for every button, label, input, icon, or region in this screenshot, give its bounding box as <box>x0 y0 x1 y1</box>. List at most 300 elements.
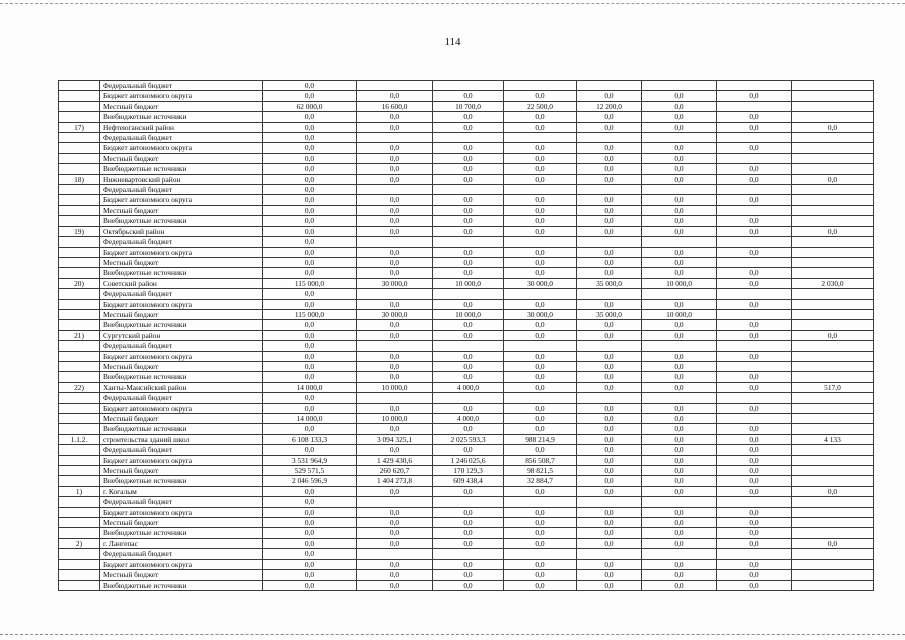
value-cell: 0,0 <box>717 372 792 382</box>
value-cell: 529 571,5 <box>263 466 357 476</box>
value-cell <box>792 268 874 278</box>
value-cell: 0,0 <box>504 91 577 101</box>
value-cell <box>792 81 874 91</box>
row-label-cell: Внебюджетные источники <box>100 216 263 226</box>
value-cell <box>792 101 874 111</box>
row-number-cell <box>59 299 100 309</box>
row-label-cell: Федеральный бюджет <box>100 393 263 403</box>
value-cell <box>717 497 792 507</box>
value-cell <box>717 309 792 319</box>
value-cell: 0,0 <box>263 153 357 163</box>
value-cell: 0,0 <box>642 559 717 569</box>
value-cell: 0,0 <box>433 268 504 278</box>
value-cell: 0,0 <box>642 382 717 392</box>
value-cell: 0,0 <box>433 91 504 101</box>
table-row <box>59 330 874 340</box>
table-row <box>59 341 874 351</box>
value-cell <box>792 309 874 319</box>
row-number-cell <box>59 185 100 195</box>
row-number-cell: 22) <box>59 382 100 392</box>
page-number: 114 <box>444 36 461 48</box>
table-row <box>59 122 874 132</box>
row-number-cell <box>59 414 100 424</box>
value-cell: 0,0 <box>717 247 792 257</box>
value-cell: 0,0 <box>642 351 717 361</box>
value-cell: 0,0 <box>717 559 792 569</box>
row-label-cell: Федеральный бюджет <box>100 341 263 351</box>
row-number-cell <box>59 216 100 226</box>
value-cell: 0,0 <box>504 538 577 548</box>
value-cell: 0,0 <box>717 216 792 226</box>
value-cell: 0,0 <box>433 518 504 528</box>
value-cell: 0,0 <box>577 174 642 184</box>
value-cell <box>792 507 874 517</box>
value-cell: 0,0 <box>263 528 357 538</box>
value-cell: 170 129,3 <box>433 466 504 476</box>
value-cell <box>504 289 577 299</box>
table-row <box>59 278 874 288</box>
value-cell: 0,0 <box>504 320 577 330</box>
value-cell: 0,0 <box>717 580 792 590</box>
table-row <box>59 247 874 257</box>
value-cell: 0,0 <box>263 216 357 226</box>
value-cell <box>642 497 717 507</box>
value-cell: 0,0 <box>263 445 357 455</box>
value-cell <box>792 237 874 247</box>
table-row <box>59 497 874 507</box>
table-row <box>59 570 874 580</box>
value-cell: 0,0 <box>263 122 357 132</box>
value-cell <box>504 497 577 507</box>
row-label-cell: Внебюджетные источники <box>100 476 263 486</box>
value-cell: 0,0 <box>717 122 792 132</box>
value-cell: 0,0 <box>357 330 433 340</box>
value-cell <box>433 81 504 91</box>
value-cell: 0,0 <box>717 455 792 465</box>
value-cell <box>792 549 874 559</box>
row-number-cell: 2) <box>59 538 100 548</box>
value-cell: 0,0 <box>504 153 577 163</box>
row-number-cell <box>59 424 100 434</box>
value-cell: 0,0 <box>504 580 577 590</box>
table-row <box>59 205 874 215</box>
value-cell: 0,0 <box>642 320 717 330</box>
row-number-cell <box>59 91 100 101</box>
row-label-cell: Внебюджетные источники <box>100 528 263 538</box>
value-cell: 115 000,0 <box>263 278 357 288</box>
row-label-cell: Федеральный бюджет <box>100 445 263 455</box>
value-cell: 0,0 <box>642 361 717 371</box>
value-cell: 0,0 <box>433 361 504 371</box>
value-cell <box>792 445 874 455</box>
value-cell <box>792 361 874 371</box>
value-cell: 0,0 <box>433 112 504 122</box>
row-label-cell: Внебюджетные источники <box>100 372 263 382</box>
budget-table <box>58 80 874 591</box>
value-cell <box>717 205 792 215</box>
row-label-cell: Местный бюджет <box>100 466 263 476</box>
value-cell: 2 025 593,3 <box>433 434 504 444</box>
value-cell: 0,0 <box>263 570 357 580</box>
row-label-cell: Бюджет автономного округа <box>100 455 263 465</box>
value-cell: 0,0 <box>357 372 433 382</box>
value-cell <box>717 237 792 247</box>
row-number-cell <box>59 466 100 476</box>
row-label-cell: Бюджет автономного округа <box>100 351 263 361</box>
value-cell: 0,0 <box>577 351 642 361</box>
value-cell: 856 508,7 <box>504 455 577 465</box>
value-cell <box>357 185 433 195</box>
value-cell <box>642 237 717 247</box>
value-cell: 0,0 <box>263 393 357 403</box>
value-cell: 4 000,0 <box>433 382 504 392</box>
value-cell: 0,0 <box>263 195 357 205</box>
row-label-cell: г. Лангепас <box>100 538 263 548</box>
table-row <box>59 403 874 413</box>
value-cell <box>792 185 874 195</box>
value-cell: 0,0 <box>357 518 433 528</box>
value-cell: 0,0 <box>642 507 717 517</box>
value-cell: 0,0 <box>577 445 642 455</box>
scan-top-edge <box>0 3 905 4</box>
row-label-cell: Бюджет автономного округа <box>100 507 263 517</box>
row-label-cell: Местный бюджет <box>100 205 263 215</box>
row-number-cell <box>59 268 100 278</box>
value-cell: 0,0 <box>433 330 504 340</box>
value-cell: 0,0 <box>263 559 357 569</box>
table-row <box>59 216 874 226</box>
value-cell: 0,0 <box>263 237 357 247</box>
value-cell: 0,0 <box>357 486 433 496</box>
value-cell: 115 000,0 <box>263 309 357 319</box>
row-number-cell: 1.1.2. <box>59 434 100 444</box>
row-number-cell <box>59 143 100 153</box>
row-number-cell <box>59 112 100 122</box>
value-cell: 16 600,0 <box>357 101 433 111</box>
row-label-cell: Местный бюджет <box>100 309 263 319</box>
value-cell: 0,0 <box>642 122 717 132</box>
value-cell: 0,0 <box>357 445 433 455</box>
table-row <box>59 434 874 444</box>
value-cell: 0,0 <box>357 174 433 184</box>
table-row <box>59 112 874 122</box>
value-cell: 0,0 <box>642 153 717 163</box>
row-label-cell: Советский район <box>100 278 263 288</box>
value-cell: 0,0 <box>642 434 717 444</box>
value-cell: 0,0 <box>577 91 642 101</box>
value-cell: 0,0 <box>357 268 433 278</box>
value-cell: 14 000,0 <box>263 414 357 424</box>
row-number-cell <box>59 257 100 267</box>
value-cell: 1 429 430,6 <box>357 455 433 465</box>
table-row <box>59 372 874 382</box>
value-cell <box>792 570 874 580</box>
value-cell: 0,0 <box>433 122 504 132</box>
value-cell: 0,0 <box>642 445 717 455</box>
value-cell: 0,0 <box>577 122 642 132</box>
value-cell: 0,0 <box>642 403 717 413</box>
value-cell: 0,0 <box>642 466 717 476</box>
value-cell <box>577 497 642 507</box>
table-row <box>59 257 874 267</box>
row-label-cell: Бюджет автономного округа <box>100 247 263 257</box>
row-label-cell: Федеральный бюджет <box>100 133 263 143</box>
row-number-cell <box>59 507 100 517</box>
value-cell: 0,0 <box>504 216 577 226</box>
value-cell: 0,0 <box>642 299 717 309</box>
value-cell: 0,0 <box>717 382 792 392</box>
value-cell: 0,0 <box>717 403 792 413</box>
value-cell: 0,0 <box>433 424 504 434</box>
value-cell: 10 000,0 <box>433 309 504 319</box>
value-cell <box>504 237 577 247</box>
value-cell <box>717 153 792 163</box>
value-cell <box>792 403 874 413</box>
row-number-cell <box>59 247 100 257</box>
value-cell: 10 000,0 <box>642 278 717 288</box>
table-row <box>59 351 874 361</box>
table-row <box>59 414 874 424</box>
value-cell: 0,0 <box>642 174 717 184</box>
value-cell: 0,0 <box>642 226 717 236</box>
value-cell: 0,0 <box>717 424 792 434</box>
value-cell: 0,0 <box>263 351 357 361</box>
value-cell: 0,0 <box>433 445 504 455</box>
table-row <box>59 393 874 403</box>
row-label-cell: Внебюджетные источники <box>100 320 263 330</box>
table-row <box>59 289 874 299</box>
value-cell: 0,0 <box>433 153 504 163</box>
value-cell: 0,0 <box>263 538 357 548</box>
value-cell: 609 438,4 <box>433 476 504 486</box>
value-cell: 35 000,0 <box>577 309 642 319</box>
row-number-cell: 20) <box>59 278 100 288</box>
row-number-cell: 1) <box>59 486 100 496</box>
value-cell <box>792 341 874 351</box>
table-row <box>59 476 874 486</box>
row-number-cell <box>59 393 100 403</box>
value-cell: 0,0 <box>577 424 642 434</box>
value-cell: 32 884,7 <box>504 476 577 486</box>
value-cell: 0,0 <box>263 226 357 236</box>
value-cell <box>792 164 874 174</box>
value-cell: 0,0 <box>263 320 357 330</box>
value-cell: 0,0 <box>717 351 792 361</box>
value-cell: 0,0 <box>357 570 433 580</box>
row-label-cell: Внебюджетные источники <box>100 112 263 122</box>
value-cell <box>792 351 874 361</box>
value-cell: 0,0 <box>717 486 792 496</box>
value-cell <box>792 195 874 205</box>
table-row <box>59 143 874 153</box>
value-cell: 4 133 <box>792 434 874 444</box>
value-cell: 517,0 <box>792 382 874 392</box>
row-label-cell: Внебюджетные источники <box>100 424 263 434</box>
value-cell <box>642 393 717 403</box>
value-cell: 0,0 <box>433 580 504 590</box>
value-cell: 0,0 <box>504 361 577 371</box>
value-cell: 0,0 <box>263 112 357 122</box>
value-cell: 30 000,0 <box>504 278 577 288</box>
row-label-cell: Местный бюджет <box>100 101 263 111</box>
value-cell <box>433 185 504 195</box>
value-cell: 0,0 <box>433 299 504 309</box>
value-cell: 0,0 <box>577 538 642 548</box>
value-cell: 0,0 <box>577 455 642 465</box>
table-row <box>59 268 874 278</box>
value-cell: 0,0 <box>504 257 577 267</box>
value-cell: 0,0 <box>357 320 433 330</box>
value-cell <box>792 320 874 330</box>
value-cell: 0,0 <box>717 466 792 476</box>
table-row <box>59 185 874 195</box>
value-cell <box>717 361 792 371</box>
value-cell <box>792 299 874 309</box>
value-cell <box>792 424 874 434</box>
value-cell: 0,0 <box>357 143 433 153</box>
value-cell <box>792 497 874 507</box>
value-cell: 0,0 <box>357 257 433 267</box>
value-cell <box>792 518 874 528</box>
value-cell: 0,0 <box>642 101 717 111</box>
value-cell: 0,0 <box>504 382 577 392</box>
table-row <box>59 507 874 517</box>
value-cell: 0,0 <box>263 580 357 590</box>
value-cell <box>642 185 717 195</box>
scan-bottom-edge <box>0 634 905 635</box>
value-cell: 0,0 <box>263 247 357 257</box>
value-cell: 0,0 <box>717 507 792 517</box>
value-cell: 0,0 <box>717 164 792 174</box>
value-cell: 10 000,0 <box>357 414 433 424</box>
value-cell: 0,0 <box>357 153 433 163</box>
value-cell: 0,0 <box>577 466 642 476</box>
row-label-cell: Сургутский район <box>100 330 263 340</box>
row-number-cell <box>59 289 100 299</box>
row-number-cell <box>59 195 100 205</box>
value-cell <box>433 341 504 351</box>
value-cell: 0,0 <box>504 226 577 236</box>
value-cell: 0,0 <box>433 205 504 215</box>
value-cell <box>577 393 642 403</box>
row-number-cell <box>59 497 100 507</box>
row-number-cell: 21) <box>59 330 100 340</box>
value-cell <box>792 205 874 215</box>
table-row <box>59 164 874 174</box>
value-cell: 0,0 <box>263 361 357 371</box>
value-cell: 0,0 <box>263 372 357 382</box>
value-cell: 0,0 <box>792 486 874 496</box>
row-number-cell: 17) <box>59 122 100 132</box>
row-label-cell: Федеральный бюджет <box>100 497 263 507</box>
value-cell: 0,0 <box>433 538 504 548</box>
value-cell: 30 000,0 <box>357 278 433 288</box>
row-number-cell <box>59 309 100 319</box>
value-cell: 0,0 <box>577 195 642 205</box>
value-cell: 0,0 <box>504 372 577 382</box>
value-cell: 0,0 <box>433 257 504 267</box>
row-label-cell: Бюджет автономного округа <box>100 559 263 569</box>
value-cell: 0,0 <box>577 414 642 424</box>
row-label-cell: строительства зданий школ <box>100 434 263 444</box>
value-cell: 0,0 <box>792 122 874 132</box>
value-cell: 0,0 <box>577 112 642 122</box>
value-cell: 0,0 <box>792 226 874 236</box>
value-cell: 0,0 <box>577 403 642 413</box>
value-cell: 0,0 <box>433 226 504 236</box>
value-cell: 0,0 <box>504 518 577 528</box>
value-cell: 62 000,0 <box>263 101 357 111</box>
value-cell <box>577 133 642 143</box>
row-label-cell: Внебюджетные источники <box>100 268 263 278</box>
value-cell: 0,0 <box>642 330 717 340</box>
value-cell: 4 000,0 <box>433 414 504 424</box>
value-cell: 0,0 <box>577 330 642 340</box>
value-cell: 0,0 <box>577 486 642 496</box>
value-cell <box>433 497 504 507</box>
row-label-cell: Федеральный бюджет <box>100 289 263 299</box>
value-cell: 0,0 <box>504 414 577 424</box>
table-row <box>59 518 874 528</box>
value-cell: 0,0 <box>642 414 717 424</box>
row-label-cell: Бюджет автономного округа <box>100 195 263 205</box>
row-number-cell <box>59 164 100 174</box>
value-cell: 0,0 <box>717 518 792 528</box>
row-label-cell: Федеральный бюджет <box>100 185 263 195</box>
row-number-cell <box>59 518 100 528</box>
table-row <box>59 528 874 538</box>
value-cell: 0,0 <box>433 247 504 257</box>
table-row <box>59 309 874 319</box>
row-label-cell: Местный бюджет <box>100 257 263 267</box>
value-cell: 0,0 <box>263 143 357 153</box>
row-number-cell <box>59 549 100 559</box>
row-label-cell: Нижневартовский район <box>100 174 263 184</box>
value-cell: 0,0 <box>717 538 792 548</box>
value-cell: 10 000,0 <box>433 278 504 288</box>
row-label-cell: Нефтеюганский район <box>100 122 263 132</box>
value-cell: 0,0 <box>717 268 792 278</box>
value-cell: 0,0 <box>577 247 642 257</box>
row-number-cell: 18) <box>59 174 100 184</box>
value-cell: 0,0 <box>577 164 642 174</box>
value-cell <box>792 414 874 424</box>
value-cell: 0,0 <box>717 112 792 122</box>
value-cell: 0,0 <box>433 486 504 496</box>
row-number-cell <box>59 372 100 382</box>
row-label-cell: Бюджет автономного округа <box>100 299 263 309</box>
value-cell <box>792 580 874 590</box>
row-number-cell <box>59 455 100 465</box>
table-row <box>59 153 874 163</box>
row-number-cell <box>59 133 100 143</box>
value-cell <box>717 414 792 424</box>
value-cell <box>357 237 433 247</box>
value-cell: 0,0 <box>433 372 504 382</box>
value-cell: 0,0 <box>357 538 433 548</box>
value-cell: 0,0 <box>577 257 642 267</box>
value-cell: 0,0 <box>504 559 577 569</box>
value-cell: 0,0 <box>357 226 433 236</box>
value-cell: 0,0 <box>504 330 577 340</box>
value-cell <box>717 81 792 91</box>
table-row <box>59 195 874 205</box>
value-cell: 0,0 <box>504 528 577 538</box>
value-cell <box>792 289 874 299</box>
value-cell: 30 000,0 <box>504 309 577 319</box>
value-cell: 0,0 <box>357 361 433 371</box>
value-cell: 0,0 <box>577 320 642 330</box>
